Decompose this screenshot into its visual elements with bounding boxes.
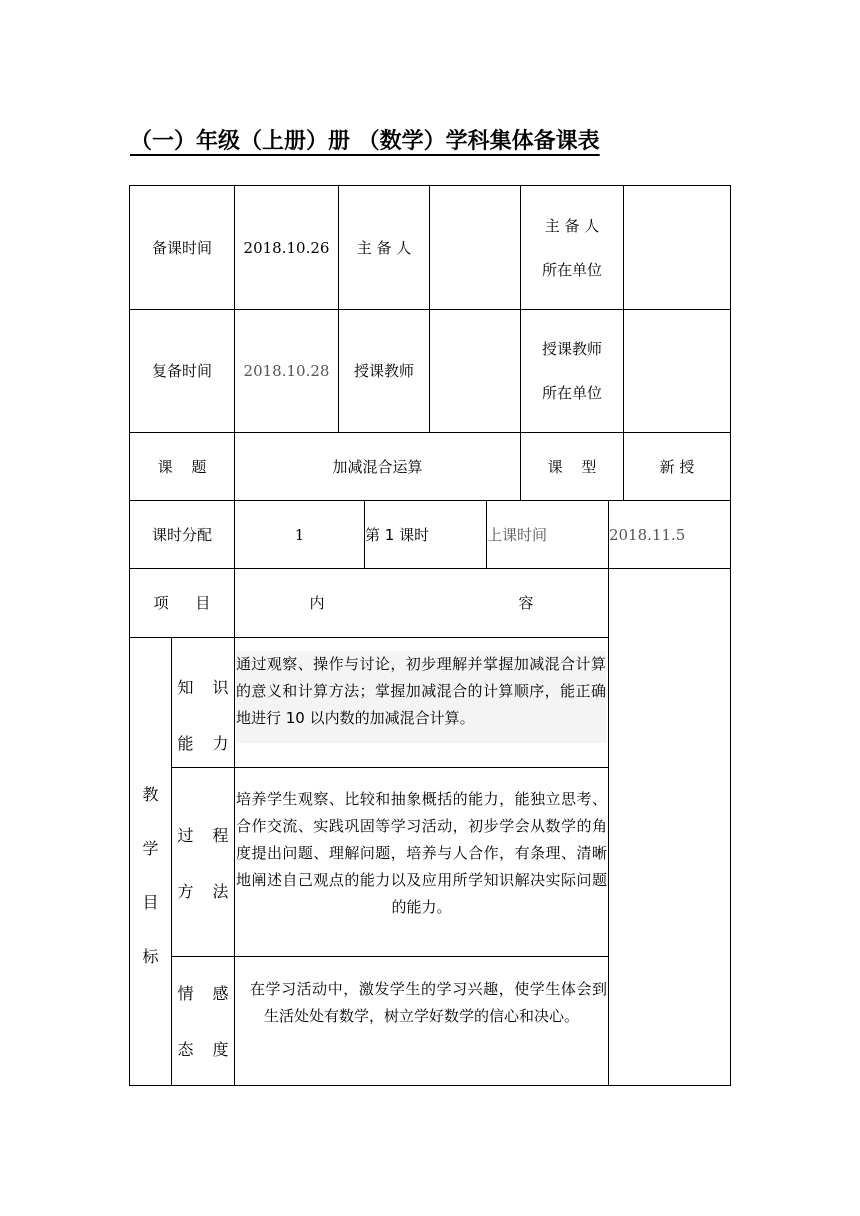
unit-label-line: 授课教师 (541, 340, 602, 358)
goals-label-char: 学 (142, 839, 159, 858)
content-header-left: 内 (309, 594, 325, 612)
knowledge-label-line: 能 力 (177, 734, 229, 753)
period-count: 1 (294, 525, 305, 544)
period-number: 第 1 课时 (365, 525, 430, 544)
goals-label-char: 标 (142, 947, 159, 966)
attitude-label (172, 966, 234, 1078)
period-allocation-label: 课时分配 (151, 525, 212, 544)
process-text: 培养学生观察、比较和抽象概括的能力，能独立思考、合作交流、实践巩固等学习活动，初步学会从数学的角度提出问题、理解问题，培养与人合作，有条理、清晰地阐述自己观点的能力以及应用所学知识解决实际问题的能力。 (236, 790, 607, 916)
teacher-label: 授课教师 (353, 362, 414, 380)
unit-label-line: 所在单位 (541, 384, 602, 402)
attitude-text: 在学习活动中，激发学生的学习兴趣，使学生体会到生活处处有数学，树立学好数学的信心和决心。 (250, 980, 607, 1025)
page-title: （一）年级（上册）册 （数学）学科集体备课表 (130, 129, 600, 154)
process-label-line: 过 程 (177, 826, 229, 845)
teacher-unit-label (521, 310, 623, 432)
table-border-bottom (129, 1085, 731, 1086)
teaching-goals-label (130, 768, 171, 984)
class-time-value: 2018.11.5 (609, 525, 686, 544)
class-time-label: 上课时间 (487, 525, 548, 544)
attitude-label-line: 情 感 (177, 984, 229, 1003)
lead-preparer-unit-label (521, 186, 623, 309)
lead-preparer-label: 主 备 人 (356, 238, 412, 257)
teacher-value (430, 310, 520, 432)
row-divider (171, 956, 609, 957)
item-header: 项 目 (153, 594, 211, 612)
review-time-label: 复备时间 (151, 362, 212, 380)
column-divider (608, 568, 609, 1086)
knowledge-label (172, 660, 234, 772)
topic-label: 课 题 (157, 457, 207, 476)
column-divider (234, 568, 235, 1086)
row-divider (129, 637, 609, 638)
table-border-right (730, 185, 731, 1086)
row-divider (171, 767, 609, 768)
unit-label-line: 主 备 人 (544, 216, 600, 235)
lead-preparer-value (430, 186, 520, 309)
lesson-type-label: 课 型 (547, 457, 597, 476)
prep-time-label: 备课时间 (151, 238, 212, 257)
process-label (172, 808, 234, 920)
attitude-label-line: 态 度 (177, 1040, 229, 1059)
goals-label-char: 目 (142, 893, 159, 912)
knowledge-text: 通过观察、操作与讨论，初步理解并掌握加减混合计算的意义和计算方法；掌握加减混合的计算顺序，能正确地进行 10 以内数的加减混合计算。 (236, 651, 606, 743)
lesson-type-value: 新 授 (659, 457, 695, 476)
goals-label-char: 教 (142, 785, 159, 804)
teacher-unit-value (624, 310, 730, 432)
process-label-line: 方 法 (177, 882, 229, 901)
prep-time-value: 2018.10.26 (243, 238, 330, 257)
knowledge-label-line: 知 识 (177, 678, 229, 697)
unit-label-line: 所在单位 (541, 260, 602, 279)
lead-preparer-unit-value (624, 186, 730, 309)
content-header-right: 容 (518, 594, 534, 612)
topic-value: 加减混合运算 (332, 457, 423, 476)
review-time-value: 2018.10.28 (243, 362, 330, 380)
